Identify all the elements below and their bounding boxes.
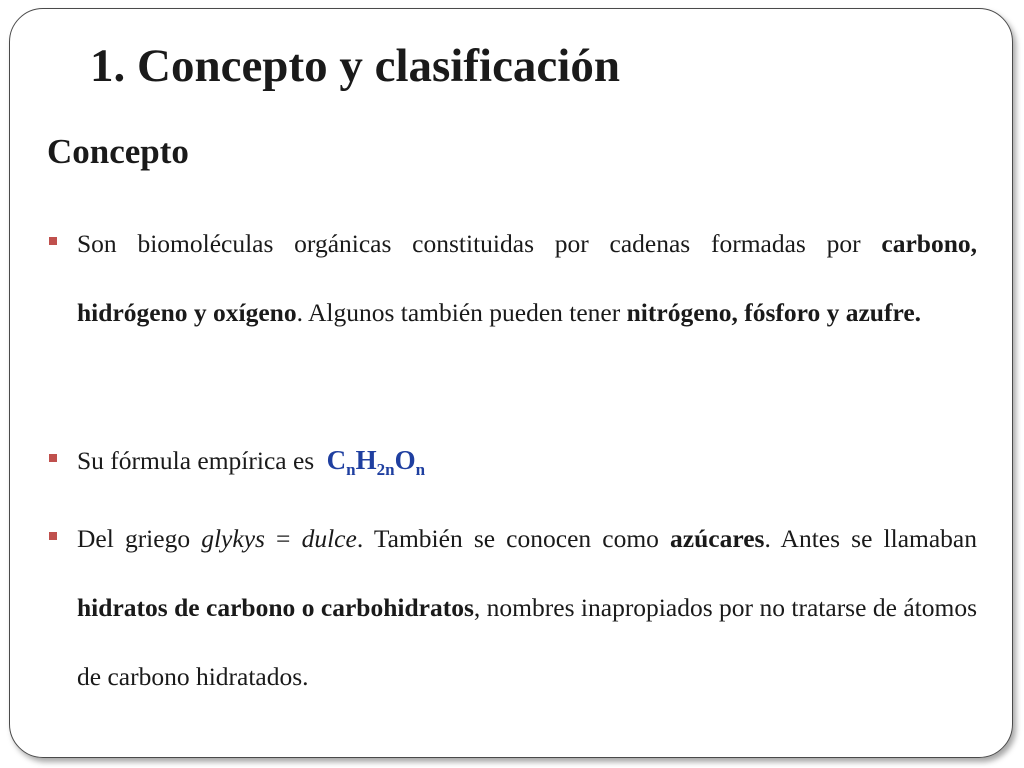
bullet-3-italic-word: glykys [201,524,265,553]
bullet-3-italic-word: dulce [301,524,357,553]
bullet-marker-3 [49,532,57,540]
bullet-3-bold-term: hidratos de carbono o carbohidratos [77,593,474,622]
bullet-3-bold-term: azúcares [670,524,765,553]
bullet-3-segment: . También se conocen como [356,524,671,553]
bullet-marker-1 [49,237,57,245]
bullet-2-segment: Su fórmula empírica es [77,446,321,475]
section-heading: Concepto [47,132,189,171]
bullet-3-segment: Del griego [77,524,202,553]
bullet-1-text [77,209,977,347]
formula-symbol: H [355,445,377,475]
bullet-marker-2 [49,454,57,462]
bullet-1-bold-optional-elements: nitrógeno, fósforo y azufre. [626,298,922,327]
slide-title: 1. Concepto y clasificación [90,40,620,92]
formula-subscript: n [346,460,356,479]
bullet-1-segment: . Algunos también pueden tener [296,298,627,327]
bullet-3-text [77,504,977,711]
bullet-1-segment: Son biomoléculas orgánicas constituidas por cadenas formadas por [77,229,882,258]
formula-subscript: n [415,460,426,479]
empirical-formula [326,445,426,479]
bullet-2-text [77,426,977,504]
bullet-3-segment: = [264,524,302,553]
formula-symbol: C [326,445,347,475]
formula-subscript: 2n [376,460,395,479]
formula-symbol: O [394,445,416,475]
bullet-3-segment: . Antes se llamaban [764,524,977,553]
bullet-3-segment: , nombres inapropiados por no tratarse de átomos de carbono hidratados. [77,593,977,691]
bullet-1-bold-elements: carbono, hidrógeno y oxígeno [77,229,977,327]
